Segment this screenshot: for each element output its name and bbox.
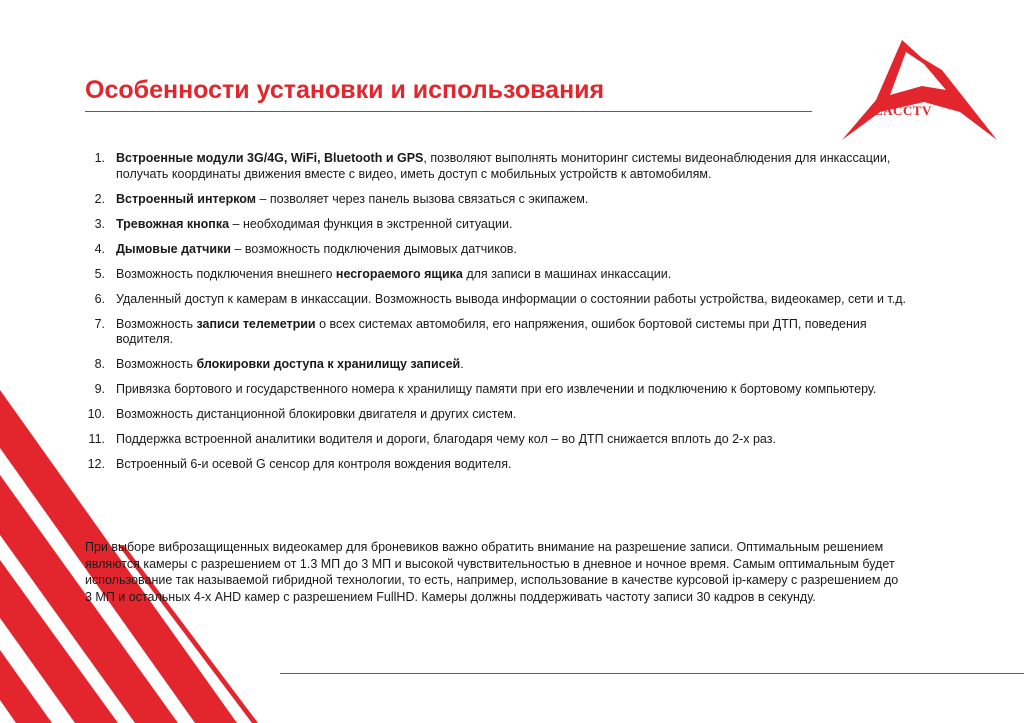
list-item-text: Возможность xyxy=(116,316,197,331)
list-item-number: 3. xyxy=(94,216,105,231)
feature-list xyxy=(82,151,912,482)
list-item-number: 7. xyxy=(94,316,105,331)
list-item-text: Удаленный доступ к камерам в инкассации. Возможность вывода информации о состоянии работы устройства, видеокамер, сети и т.д. xyxy=(116,291,907,306)
list-item-number: 12. xyxy=(87,457,105,471)
list-item xyxy=(82,317,912,348)
list-item-bold-text: Встроенный интерком xyxy=(116,191,257,206)
list-item xyxy=(82,457,912,473)
list-item-text: Возможность дистанционной блокировки двигателя и других систем. xyxy=(116,407,517,421)
list-item-text: о всех системах автомобиля, его напряжения, ошибок бортовой системы при ДТП, поведения водителя. xyxy=(116,316,867,346)
list-item xyxy=(82,432,912,448)
list-item xyxy=(82,151,912,182)
list-item xyxy=(82,217,912,233)
list-item-text: . xyxy=(460,357,464,371)
list-item-number: 11. xyxy=(88,432,105,446)
lacctv-logo-icon xyxy=(842,40,997,152)
list-item-number: 4. xyxy=(94,241,105,256)
list-item-text: Возможность подключения внешнего xyxy=(116,266,336,281)
list-item-bold-text: Дымовые датчики xyxy=(116,241,231,256)
body-paragraph: При выборе виброзащищенных видеокамер для броневиков важно обратить внимание на разрешение записи. Оптимальным решением являются камеры с разрешением от 1.3 МП до 3 МП и высокой чувствительностью в дневное и ночное время. Самым оптимальным будет использование так называемой гибридной технологии, то есть, например, использование в качестве курсовой ip-камеру с разрешением до 3 МП и остальных 4-х AHD камер с разрешением FullHD. Камеры должны поддерживать частоту записи 30 кадров в секунду. xyxy=(85,540,899,604)
list-item-text: для записи в машинах инкассации. xyxy=(462,266,672,281)
list-item xyxy=(82,357,912,373)
list-item-bold-text: блокировки доступа к хранилищу записей xyxy=(196,357,461,371)
list-item xyxy=(82,267,912,283)
list-item-text: Поддержка встроенной аналитики водителя и дороги, благодаря чему кол – во ДТП снижается вплоть до 2-х раз. xyxy=(116,432,776,446)
logo-text: LACCTV xyxy=(874,103,932,118)
list-item-number: 6. xyxy=(94,291,105,306)
list-item xyxy=(82,192,912,208)
list-item-bold-text: Тревожная кнопка xyxy=(116,216,230,231)
list-item-text: – позволяет через панель вызова связаться с экипажем. xyxy=(256,191,589,206)
list-item-number: 1. xyxy=(94,151,105,165)
list-item-number: 2. xyxy=(94,191,105,206)
list-item-text: – возможность подключения дымовых датчиков. xyxy=(230,241,517,256)
list-item-bold-text: записи телеметрии xyxy=(196,316,316,331)
list-item-number: 8. xyxy=(94,357,105,371)
list-item-text: – необходимая функция в экстренной ситуации. xyxy=(229,216,513,231)
list-item-text: Встроенный 6-и осевой G сенсор для контроля вождения водителя. xyxy=(116,457,512,471)
list-item-bold-text: Встроенные модули 3G/4G, WiFi, Bluetooth и GPS xyxy=(116,151,424,165)
list-item xyxy=(82,382,912,398)
list-item xyxy=(82,242,912,258)
list-item-text: , позволяют выполнять мониторинг системы видеонаблюдения для инкассации, получать координаты движения вместе с видео, иметь доступ с мобильных устройств к автомобилям. xyxy=(116,151,891,181)
list-item xyxy=(82,407,912,423)
title-underline xyxy=(85,111,812,112)
list-item-bold-text: несгораемого ящика xyxy=(335,266,463,281)
list-item-number: 5. xyxy=(94,266,105,281)
page-title: Особенности установки и использования xyxy=(85,76,605,104)
list-item xyxy=(82,292,912,308)
list-item-text: Возможность xyxy=(116,357,197,371)
footer-rule xyxy=(280,673,1024,674)
list-item-number: 9. xyxy=(94,382,105,396)
list-item-text: Привязка бортового и государственного номера к хранилищу памяти при его извлечении и подключению к бортовому компьютеру. xyxy=(116,382,877,396)
list-item-number: 10. xyxy=(87,407,105,421)
